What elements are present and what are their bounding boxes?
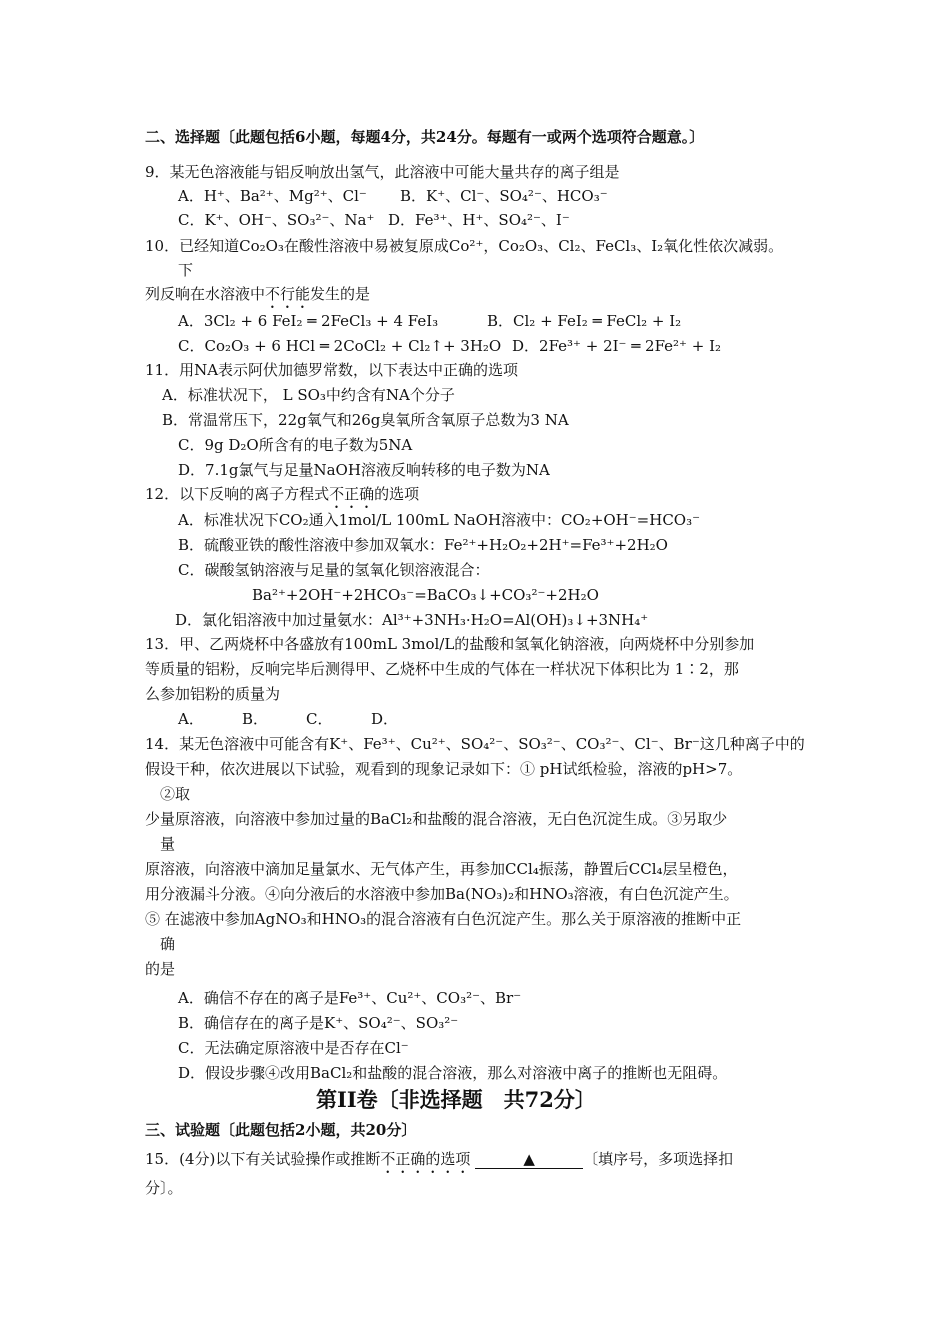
q13-stem-line2: 等质量的铝粉，反响完毕后测得甲、乙烧杯中生成的气体在一样状况下体积比为 1∶2，那 [145, 660, 739, 678]
q11-stem: 11．用NA表示阿伏加德罗常数，以下表达中正确的选项 [145, 361, 519, 379]
q11-option-a: A．标准状况下， L SO₃中约含有NA个分子 [162, 386, 455, 404]
emphasis-not-possible: 不行能 [265, 285, 311, 303]
q13-option-a: A． [178, 710, 204, 728]
q9-option-a: A．H⁺、Ba²⁺、Mg²⁺、Cl⁻ [178, 187, 367, 205]
q9-option-b: B．K⁺、Cl⁻、SO₄²⁻、HCO₃⁻ [400, 187, 608, 205]
q13-stem-line3: 么参加铝粉的质量为 [145, 685, 281, 703]
q9-option-d: D．Fe³⁺、H⁺、SO₄²⁻、I⁻ [388, 211, 570, 229]
q14-option-a: A．确信不存在的离子是Fe³⁺、Cu²⁺、CO₃²⁻、Br⁻ [178, 989, 522, 1007]
q14-stem-line3b: 量 [160, 835, 176, 853]
q14-stem-line6: ⑤ 在滤液中参加AgNO₃和HNO₃的混合溶液有白色沉淀产生。那么关于原溶液的推断中正 [145, 910, 742, 928]
q15-stem-line2: 分〕。 [145, 1179, 183, 1197]
q9-stem: 9．某无色溶液能与铝反响放出氢气，此溶液中可能大量共存的离子组是 [145, 163, 620, 181]
q12-option-c: C．碳酸氢钠溶液与足量的氢氧化钡溶液混合： [178, 561, 490, 579]
q10-stem-line1b: 下 [178, 261, 194, 279]
q14-stem-line2: 假设干种，依次进展以下试验，观看到的现象记录如下：① pH试纸检验，溶液的pH>7。 [145, 760, 743, 778]
q15-stem: 15．(4分)以下有关试验操作或推断不正确的选项 ▲ 〔填序号，多项选择扣 [145, 1150, 734, 1168]
q12-option-b: B．硫酸亚铁的酸性溶液中参加双氧水：Fe²⁺+H₂O₂+2H⁺=Fe³⁺+2H₂O [178, 536, 668, 554]
q11-option-b: B．常温常压下，22g氧气和26g臭氧所含氧原子总数为3 NA [162, 411, 569, 429]
q10-stem-line2: 列反响在水溶液中不行能发生的是 [145, 285, 371, 303]
part2-title: 第II卷〔非选择题 共72分〕 [316, 1087, 596, 1112]
q12-option-c-equation: Ba²⁺+2OH⁻+2HCO₃⁻=BaCO₃↓+CO₃²⁻+2H₂O [252, 586, 599, 604]
q11-option-c: C．9g D₂O所含有的电子数为5NA [178, 436, 413, 454]
q14-stem-line7: 的是 [145, 960, 176, 978]
q14-option-b: B．确信存在的离子是K⁺、SO₄²⁻、SO₃²⁻ [178, 1014, 459, 1032]
q14-stem-line1: 14．某无色溶液中可能含有K⁺、Fe³⁺、Cu²⁺、SO₄²⁻、SO₃²⁻、CO₃²⁻、Cl⁻、Br⁻这几种离子中的 [145, 735, 805, 753]
q12-stem: 12．以下反响的离子方程式不正确的选项 [145, 485, 420, 503]
answer-blank[interactable]: ▲ [475, 1150, 583, 1169]
section3-title: 三、试验题〔此题包括2小题，共20分〕 [145, 1121, 417, 1139]
q14-stem-line2b: ②取 [160, 785, 191, 803]
q14-stem-line5: 用分液漏斗分液。④向分液后的水溶液中参加Ba(NO₃)₂和HNO₃溶液，有白色沉淀产生。 [145, 885, 739, 903]
q10-option-a: A．3Cl₂ + 6 FeI₂ ═ 2FeCl₃ + 4 FeI₃ [178, 312, 439, 330]
q9-option-c: C．K⁺、OH⁻、SO₃²⁻、Na⁺ [178, 211, 375, 229]
q12-option-a: A．标准状况下CO₂通入1mol/L 100mL NaOH溶液中：CO₂+OH⁻=HCO₃⁻ [178, 511, 701, 529]
section2-title: 二、选择题〔此题包括6小题，每题4分，共24分。每题有一或两个选项符合题意。〕 [145, 128, 705, 146]
q14-stem-line4: 原溶液，向溶液中滴加足量氯水、无气体产生，再参加CCl₄振荡，静置后CCl₄层呈橙色， [145, 860, 738, 878]
q14-option-d: D．假设步骤④改用BaCl₂和盐酸的混合溶液，那么对溶液中离子的推断也无阻碍。 [178, 1064, 728, 1082]
q10-stem-line1: 10．已经知道Co₂O₃在酸性溶液中易被复原成Co²⁺，Co₂O₃、Cl₂、FeCl₃、I₂氧化性依次减弱。 [145, 237, 784, 255]
q10-option-b: B．Cl₂ + FeI₂ ═ FeCl₂ + I₂ [487, 312, 682, 330]
emphasis-incorrect: 不正确 [329, 485, 375, 503]
q13-option-c: C． [306, 710, 333, 728]
q13-option-d: D． [371, 710, 399, 728]
q11-option-d: D．7.1g氯气与足量NaOH溶液反响转移的电子数为NA [178, 461, 550, 479]
q12-option-d: D．氯化铝溶液中加过量氨水：Al³⁺+3NH₃·H₂O=Al(OH)₃↓+3NH₄⁺ [175, 611, 649, 629]
q10-option-c: C．Co₂O₃ + 6 HCl ═ 2CoCl₂ + Cl₂↑+ 3H₂O [178, 337, 502, 355]
q14-option-c: C．无法确定原溶液中是否存在Cl⁻ [178, 1039, 409, 1057]
emphasis-incorrect-option: 不正确的选项 [380, 1150, 471, 1168]
q13-stem-line1: 13．甲、乙两烧杯中各盛放有100mL 3mol/L的盐酸和氢氧化钠溶液，向两烧杯中分别参加 [145, 635, 755, 653]
q14-stem-line3: 少量原溶液，向溶液中参加过量的BaCl₂和盐酸的混合溶液，无白色沉淀生成。③另取少 [145, 810, 728, 828]
q13-option-b: B． [242, 710, 269, 728]
q14-stem-line6b: 确 [160, 935, 176, 953]
q10-option-d: D．2Fe³⁺ + 2I⁻ ═ 2Fe²⁺ + I₂ [512, 337, 722, 355]
